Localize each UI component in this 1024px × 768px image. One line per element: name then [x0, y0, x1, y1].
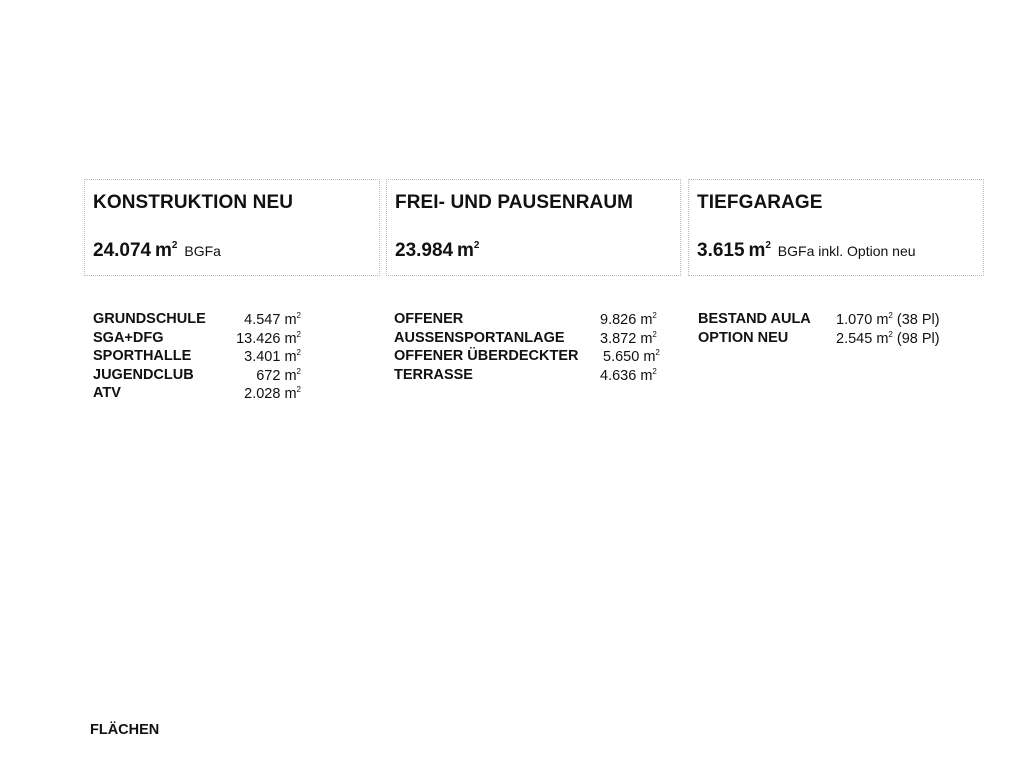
item-label: TERRASSE	[394, 366, 473, 383]
total-value: 24.074	[93, 240, 152, 261]
total-unit: m	[457, 240, 474, 261]
card-title: KONSTRUKTION NEU	[93, 192, 294, 213]
list-konstruktion	[93, 311, 303, 404]
item-value: 4.547 $m^2$	[244, 311, 301, 328]
footer-title: FLÄCHEN	[90, 722, 160, 738]
item-label: OFFENER ÜBERDECKTER	[394, 348, 579, 364]
list-item	[93, 348, 303, 367]
item-value: 3.872 $m^2$	[600, 329, 657, 347]
list-item	[93, 385, 303, 404]
total-value: 23.984	[395, 240, 454, 261]
item-value: 5.650 $m^2$	[603, 348, 660, 365]
item-value: 9.826 $m^2$	[600, 311, 657, 328]
card-konstruktion-neu	[84, 179, 380, 276]
item-value: 13.426 $m^2$	[236, 329, 301, 347]
card-title: FREI- UND PAUSENRAUM	[395, 192, 634, 213]
list-frei	[394, 311, 664, 385]
item-value: 3.401 $m^2$	[244, 348, 301, 365]
item-value: 1.070 $m^2$ (38 Pl)	[836, 311, 940, 328]
total-unit: m	[748, 240, 766, 261]
card-total	[93, 240, 221, 262]
item-label: AUSSENSPORTANLAGE	[394, 329, 565, 346]
item-value: 2.545 $m^2$ (98 Pl)	[836, 329, 940, 347]
item-value: 4.636 $m^2$	[600, 366, 657, 384]
total-unit-sup: 2	[473, 240, 480, 251]
total-value: 3.615	[697, 240, 745, 261]
total-unit: m	[155, 240, 172, 261]
item-label: GRUNDSCHULE	[93, 311, 206, 327]
item-label: SGA+DFG	[93, 329, 164, 346]
list-item	[698, 330, 978, 349]
card-title: TIEFGARAGE	[697, 192, 823, 213]
total-unit-sup: 2	[765, 240, 771, 251]
item-label: JUGENDCLUB	[93, 366, 194, 383]
list-item	[93, 311, 303, 330]
list-item	[698, 311, 978, 330]
total-note: BGFa	[184, 243, 221, 259]
item-label: OFFENER	[394, 311, 464, 327]
list-item	[394, 348, 664, 367]
list-item	[93, 367, 303, 386]
item-label: BESTAND AULA	[698, 311, 811, 327]
item-value: 2.028 $m^2$	[244, 385, 301, 402]
list-item	[394, 311, 664, 330]
item-value: 672 $m^2$	[256, 366, 301, 384]
total-unit-sup: 2	[171, 240, 178, 251]
item-label: SPORTHALLE	[93, 348, 192, 364]
list-item	[93, 330, 303, 349]
card-frei-und-pausenraum	[386, 179, 681, 276]
item-label: OPTION NEU	[698, 329, 789, 346]
total-note: BGFa inkl. Option neu	[777, 243, 916, 259]
item-label: ATV	[93, 385, 121, 401]
list-tiefgarage	[698, 311, 978, 348]
list-item	[394, 330, 664, 349]
card-total	[395, 240, 482, 262]
card-total	[697, 240, 916, 262]
list-item	[394, 367, 664, 386]
card-tiefgarage	[688, 179, 984, 276]
